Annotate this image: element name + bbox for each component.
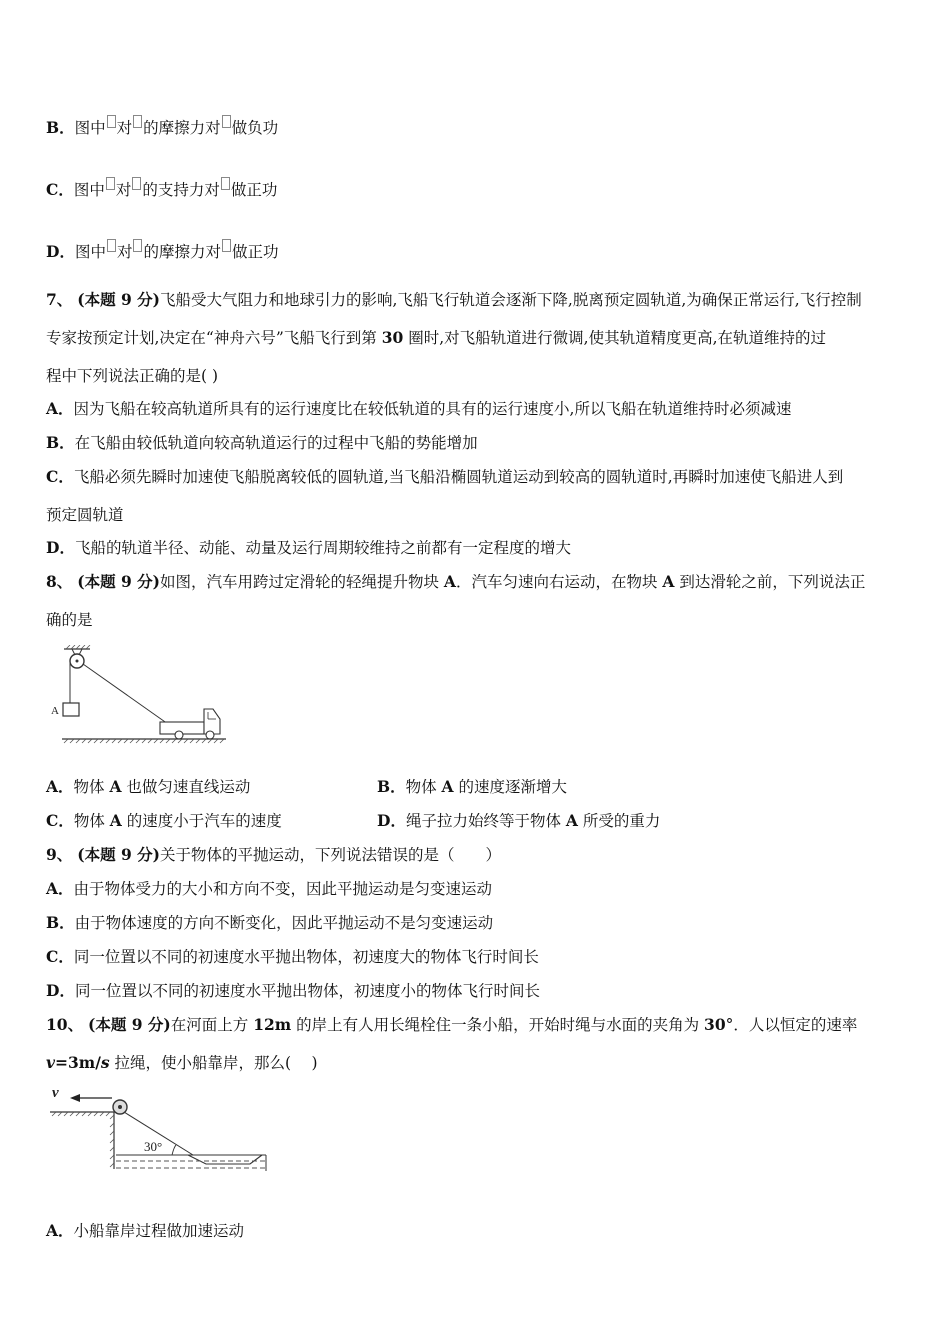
svg-text:30°: 30° — [144, 1139, 163, 1154]
q6-option-b: B．图中 对 的摩擦力对 做负功 — [46, 115, 278, 138]
boat-rope-figure — [48, 1083, 273, 1178]
missing-glyph-icon — [222, 239, 231, 252]
q9-option-a: A．由于物体受力的大小和方向不变，因此平抛运动是匀变速运动 — [46, 879, 493, 898]
svg-text:A: A — [51, 705, 59, 717]
q7-stem-line3: 程中下列说法正确的是( ) — [46, 367, 219, 385]
q9-option-d: D．同一位置以不同的初速度水平抛出物体，初速度小的物体飞行时间长 — [46, 981, 540, 1000]
q9-option-c: C．同一位置以不同的初速度水平抛出物体，初速度大的物体飞行时间长 — [46, 947, 539, 966]
boat — [188, 1155, 262, 1164]
q10-stem-line1: 10、 (本题 9 分)在河面上方 12m 的岸上有人用长绳栓住一条小船，开始时绳与水面的夹角为 30°．人以恒定的速率 — [46, 1015, 858, 1034]
q8-options-row1 — [46, 777, 906, 797]
q8-option-d: D．绳子拉力始终等于物体 A 所受的重力 — [377, 811, 661, 830]
q7-option-c-cont: 预定圆轨道 — [46, 506, 124, 524]
q7-option-a: A．因为飞船在较高轨道所具有的运行速度比在较低轨道的具有的运行速度小,所以飞船在轨道维持时必须减速 — [46, 399, 792, 418]
q8-option-b: B．物体 A 的速度逐渐增大 — [377, 777, 568, 796]
missing-glyph-icon — [221, 177, 230, 190]
missing-glyph-icon — [107, 115, 116, 128]
q9-option-b: B．由于物体速度的方向不断变化，因此平抛运动不是匀变速运动 — [46, 913, 494, 932]
missing-glyph-icon — [222, 115, 231, 128]
missing-glyph-icon — [133, 239, 142, 252]
missing-glyph-icon — [133, 115, 142, 128]
missing-glyph-icon — [106, 177, 115, 190]
truck — [160, 709, 220, 739]
block-a — [63, 703, 79, 716]
q8-option-c: C．物体 A 的速度小于汽车的速度 — [46, 811, 282, 830]
q7-option-d: D．飞船的轨道半径、动能、动量及运行周期较维持之前都有一定程度的增大 — [46, 538, 571, 557]
q9-stem: 9、 (本题 9 分)关于物体的平抛运动，下列说法错误的是（ ） — [46, 845, 501, 864]
missing-glyph-icon — [107, 239, 116, 252]
q7-option-b: B．在飞船由较低轨道向较高轨道运行的过程中飞船的势能增加 — [46, 433, 478, 452]
q8-stem-line1: 8、 (本题 9 分)如图，汽车用跨过定滑轮的轻绳提升物块 A．汽车匀速向右运动，在物块 A 到达滑轮之前，下列说法正 — [46, 572, 866, 591]
q6-option-d: D．图中 对 的摩擦力对 做正功 — [46, 239, 279, 262]
q6-option-c: C．图中 对 的支持力对 做正功 — [46, 177, 277, 200]
svg-text:v: v — [52, 1085, 59, 1101]
q7-stem-line1: 7、 (本题 9 分)飞船受大气阻力和地球引力的影响,飞船飞行轨道会逐渐下降,脱离预定圆轨道,为确保正常运行,飞行控制 — [46, 290, 862, 309]
arrow-head-icon — [70, 1094, 80, 1102]
q7-stem-line2: 专家按预定计划,决定在“神舟六号”飞船飞行到第 30 圈时,对飞船轨道进行微调,使其轨道精度更高,在轨道维持的过 — [46, 328, 827, 347]
q8-option-a: A．物体 A 也做匀速直线运动 — [46, 777, 251, 796]
missing-glyph-icon — [132, 177, 141, 190]
q8-options-row2 — [46, 811, 906, 831]
q7-option-c: C．飞船必须先瞬时加速使飞船脱离较低的圆轨道,当飞船沿椭圆轨道运动到较高的圆轨道时,再瞬时加速使飞船进人到 — [46, 467, 844, 486]
q10-stem-line2: v=3m/s 拉绳，使小船靠岸，那么( ) — [46, 1053, 318, 1072]
q10-option-a: A．小船靠岸过程做加速运动 — [46, 1221, 245, 1240]
pulley-truck-figure — [48, 645, 233, 747]
q8-stem-line2: 确的是 — [46, 611, 93, 629]
